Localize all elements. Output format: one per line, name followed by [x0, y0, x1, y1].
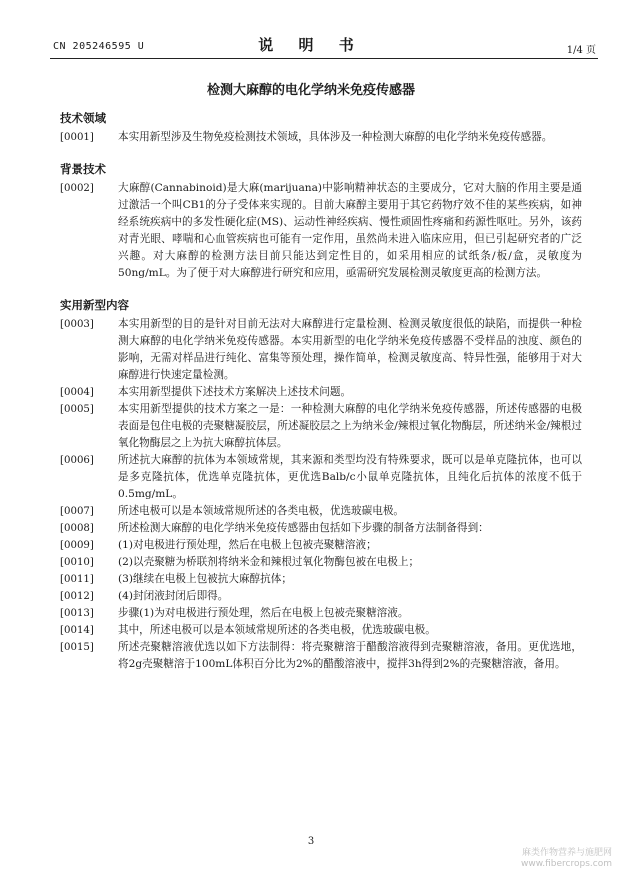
paragraph-number: [0007] [60, 506, 94, 517]
paragraph-text: 所述检测大麻醇的电化学纳米免疫传感器由包括如下步骤的制备方法制备得到： [118, 522, 489, 534]
paragraph-text: 大麻醇(Cannabinoid)是大麻(marijuana)中影响精神状态的主要成分，它对大脑的作用主要是通过激活一个叫CB1的分子受体来实现的。目前大麻醇主要用于其它药物疗效不佳的某些疾病，如神经系统疾病中的多发性硬化症(MS)、运动性神经疾病、慢性顽固性疼痛和药源性呕吐。另外，该药对青光眼、哮喘和心血管疾病也可能有一定作用，虽然尚未进入临床应用，但已引起研究者的广泛兴趣。对大麻醇的检测方法目前只能达到定性目的，如采用相应的试纸条/板/盒，灵敏度为50ng/mL。为了便于对大麻醇进行研究和应用，亟需研究发展检测灵敏度更高的检测方法。 [118, 182, 582, 279]
page-number: 3 [307, 836, 315, 847]
paragraph-text: 所述抗大麻醇的抗体为本领域常规，其来源和类型均没有特殊要求，既可以是单克隆抗体，也可以是多克隆抗体，优选单克隆抗体，更优选Balb/c小鼠单克隆抗体，且纯化后抗体的浓度不低于0.5mg/mL。 [118, 454, 582, 500]
section-heading: 背景技术 [60, 162, 106, 176]
section-heading: 技术领域 [60, 111, 106, 125]
paragraph-text: 本实用新型涉及生物免疫检测技术领域，具体涉及一种检测大麻醇的电化学纳米免疫传感器。 [118, 131, 553, 143]
watermark-url: www.fibercrops.com [521, 859, 612, 869]
paragraph-text: 本实用新型提供下述技术方案解决上述技术问题。 [118, 386, 352, 398]
paragraph [60, 401, 582, 452]
paragraph-number: [0008] [60, 523, 94, 534]
paragraph-number: [0006] [60, 455, 94, 466]
watermark-site-name: 麻类作物营养与施肥网 [521, 848, 612, 858]
paragraph-number: [0014] [60, 625, 94, 636]
paragraph-number: [0002] [60, 183, 94, 194]
paragraph-number: [0010] [60, 557, 94, 568]
paragraph [60, 384, 582, 401]
publication-number: CN 205246595 U [53, 41, 145, 52]
paragraph [60, 571, 582, 588]
paragraph-text: 其中，所述电极可以是本领域常规所述的各类电极，优选玻碳电极。 [118, 624, 436, 636]
paragraph-number: [0011] [60, 574, 94, 585]
paragraph [60, 537, 582, 554]
paragraph [60, 129, 582, 146]
paragraph-text: 所述电极可以是本领域常规所述的各类电极，优选玻碳电极。 [118, 505, 405, 517]
paragraph [60, 452, 582, 503]
paragraph-number: [0013] [60, 608, 94, 619]
page-indicator: 1/4 页 [566, 45, 596, 56]
paragraph [60, 639, 582, 673]
paragraph-number: [0009] [60, 540, 94, 551]
watermark [521, 848, 612, 870]
section-heading: 实用新型内容 [60, 298, 129, 312]
paragraph-number: [0004] [60, 387, 94, 398]
paragraph-text: 所述壳聚糖溶液优选以如下方法制得：将壳聚糖溶于醋酸溶液得到壳聚糖溶液，备用。更优选地，将2g壳聚糖溶于100mL体积百分比为2%的醋酸溶液中，搅拌3h得到2%的壳聚糖溶液，备用。 [118, 641, 582, 670]
paragraph [60, 622, 582, 639]
header-rule [50, 58, 598, 59]
paragraph [60, 588, 582, 605]
paragraph-number: [0012] [60, 591, 94, 602]
paragraph-text: 本实用新型的目的是针对目前无法对大麻醇进行定量检测、检测灵敏度很低的缺陷，而提供一种检测大麻醇的电化学纳米免疫传感器。本实用新型的电化学纳米免疫传感器不受样品的浊度、颜色的影响，无需对样品进行纯化、富集等预处理，操作简单，检测灵敏度高、特异性强，能够用于对大麻醇进行快速定量检测。 [118, 318, 582, 381]
paragraph-text: (4)封闭液封闭后即得。 [118, 590, 229, 602]
paragraph [60, 554, 582, 571]
paragraph [60, 605, 582, 622]
paragraph-text: (3)继续在电极上包被抗大麻醇抗体； [118, 573, 292, 585]
document-body [60, 110, 582, 673]
page-header [0, 0, 622, 70]
paragraph [60, 503, 582, 520]
invention-title: 检测大麻醇的电化学纳米免疫传感器 [206, 83, 415, 98]
paragraph-text: (1)对电极进行预处理，然后在电极上包被壳聚糖溶液； [118, 539, 377, 551]
paragraph [60, 520, 582, 537]
paragraph-text: 本实用新型提供的技术方案之一是：一种检测大麻醇的电化学纳米免疫传感器，所述传感器的电极表面是包住电极的壳聚糖凝胶层，所述凝胶层之上为纳米金/辣根过氧化物酶层，所述纳米金/辣根过氧化物酶层之上为抗大麻醇抗体层。 [118, 403, 582, 449]
document-type-title: 说 明 书 [258, 36, 364, 54]
paragraph-text: 步骤(1)为对电极进行预处理，然后在电极上包被壳聚糖溶液。 [118, 607, 409, 619]
paragraph-number: [0005] [60, 404, 94, 415]
paragraph [60, 316, 582, 384]
paragraph-number: [0015] [60, 642, 94, 653]
paragraph-number: [0001] [60, 132, 94, 143]
paragraph-text: (2)以壳聚糖为桥联剂将纳米金和辣根过氧化物酶包被在电极上； [118, 556, 420, 568]
paragraph [60, 180, 582, 282]
paragraph-number: [0003] [60, 319, 94, 330]
